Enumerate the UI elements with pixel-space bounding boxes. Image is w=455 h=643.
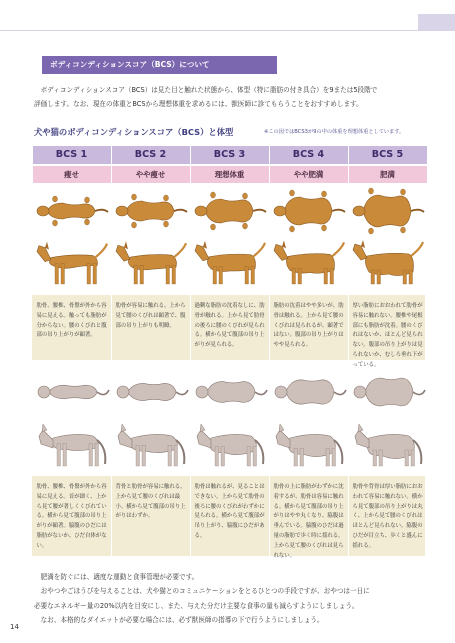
dog-top-view-icon xyxy=(349,186,427,236)
closing-line-1: 肥満を防ぐには、適度な運動と食事管理が必要です。 xyxy=(40,573,199,581)
closing-line-2: おやつやごほうびを与えることは、犬や猫とのコミュニケーションをとるひとつの手段ですが、おやつは一日に xyxy=(40,587,370,596)
bcs-score-header: BCS 1 xyxy=(33,146,111,164)
bcs-score-header: BCS 2 xyxy=(112,146,190,164)
closing-line-3: 必要なエネルギー量の20%以内を目安にし、また、与えた分だけ主要な食事の量も減らすようにしましょう。 xyxy=(34,601,359,610)
bcs-score-header: BCS 5 xyxy=(349,146,427,164)
bcs-category-label: 痩せ xyxy=(33,166,111,183)
cat-top-view-icon xyxy=(33,368,111,416)
bcs-score-header: BCS 4 xyxy=(270,146,348,164)
page-corner-tab xyxy=(418,14,455,30)
cat-description: 背骨と肋骨が容易に触れる。上から見て腰のくびれは最小。横から見て腹部の吊り上がりはわずか。 xyxy=(115,484,186,520)
cat-side-view-icon xyxy=(33,418,111,476)
dog-side-view-icon xyxy=(112,238,190,294)
column-divider xyxy=(190,183,191,556)
cat-side-view-icon xyxy=(349,418,427,476)
dog-side-view-icon xyxy=(349,238,427,294)
bcs-table xyxy=(32,146,425,614)
cat-top-view-icon xyxy=(270,368,348,416)
cat-side-view-icon xyxy=(112,418,190,476)
dog-top-view-icon xyxy=(270,186,348,236)
cat-top-view-icon xyxy=(349,368,427,416)
column-divider xyxy=(111,183,112,556)
intro-line-2: 評価します。なお、現在の体重とBCSから理想体重を求めるには、獣医師に診てもらうことをおすすめします。 xyxy=(34,99,363,108)
cat-top-view-icon xyxy=(112,368,190,416)
bcs-category-label: 理想体重 xyxy=(191,166,269,183)
bcs-category-label: やや肥満 xyxy=(270,166,348,183)
dog-description: 脂肪の沈着はやや多いが、肋骨は触れる。上から見て腰のくびれは見られるが、顕著ではない。腹部の吊り上がりはやや見られる。 xyxy=(273,303,344,349)
dog-top-view-icon xyxy=(33,186,111,236)
intro-text xyxy=(34,84,426,111)
section-note: ※この図ではBCS3が9の中の体重を理想体重としています。 xyxy=(264,129,405,135)
cat-description: 肋骨の上に脂肪がわずかに沈着するが、肋骨は容易に触れる。横から見て腹部の吊り上がりはやや丸くなり、脇腹は垂んでいる。脇腹のひだは過量の脂肪で歩く時に揺れる。上から見て腰のくびれは見られない。 xyxy=(273,484,344,559)
closing-text xyxy=(34,570,434,628)
closing-line-4: なお、本格的なダイエットが必要な場合には、必ず獣医師の指導の下で行うようにしましょう。 xyxy=(40,616,324,625)
page-title: ボディコンディションスコア（BCS）について xyxy=(42,56,277,74)
dog-side-view-icon xyxy=(270,238,348,294)
page-number: 14 xyxy=(10,623,19,631)
section-heading: 犬や猫のボディコンディションスコア（BCS）と体型 xyxy=(34,127,234,137)
cat-description: 肋骨や背骨は厚い脂肪におおわれて容易に触れない。横から見て腹部の吊り上がりは丸く、上から見て腰のくびれはほとんど見られない。脇腹のひだが目立ち、歩くと盛んに揺れる。 xyxy=(352,484,423,549)
bcs-score-header: BCS 3 xyxy=(191,146,269,164)
dog-description: 厚い脂肪におおわれて肋骨が容易に触れない。腰椎や尾根部にも脂肪が沈着。腰のくびれはないか、ほとんど見られない。腹部の吊り上がりは見られないか、むしろ垂れ下がっている。 xyxy=(352,303,423,368)
bcs-category-label: やや痩せ xyxy=(112,166,190,183)
cat-side-view-icon xyxy=(191,418,269,476)
cat-description: 肋骨、腰椎、骨盤が外から容易に見える。首が細く、上から見て腰が著しくくびれている。横から見て腹部の吊り上がりが顕著。脇腹のひだには脂肪がないか、ひだ自体がない。 xyxy=(36,484,107,549)
bcs-category-label: 肥満 xyxy=(349,166,427,183)
dog-side-view-icon xyxy=(191,238,269,294)
dog-description: 過剰な脂肪の沈着なしに、肋骨が触れる。上から見て肋骨の後ろに腰のくびれが見られる。横から見て腹部の吊り上がりが見られる。 xyxy=(194,303,265,349)
intro-line-1: ボディコンディションスコア（BCS）は見た目と触れた状態から、体型（特に脂肪の付き具合）を9または5段階で xyxy=(40,86,378,94)
cat-top-view-icon xyxy=(191,368,269,416)
column-divider xyxy=(269,183,270,556)
dog-description: 肋骨、腰椎、骨盤が外から容易に見える。触っても脂肪が分からない。腰のくびれと腹部の吊り上がりが顕著。 xyxy=(36,303,107,339)
dog-description: 肋骨が容易に触れる。上から見て腰のくびれは顕著で、腹部の吊り上がりも明瞭。 xyxy=(115,303,186,329)
cat-description: 肋骨は触れるが、見ることはできない。上から見て肋骨の後ろに腰のくびれがわずかに見られる。横から見て腹部が吊り上がり、脇腹にひだがある。 xyxy=(194,484,265,539)
header-rule xyxy=(0,30,455,31)
dog-top-view-icon xyxy=(191,186,269,236)
dog-top-view-icon xyxy=(112,186,190,236)
column-divider xyxy=(348,183,349,556)
dog-side-view-icon xyxy=(33,238,111,294)
cat-side-view-icon xyxy=(270,418,348,476)
